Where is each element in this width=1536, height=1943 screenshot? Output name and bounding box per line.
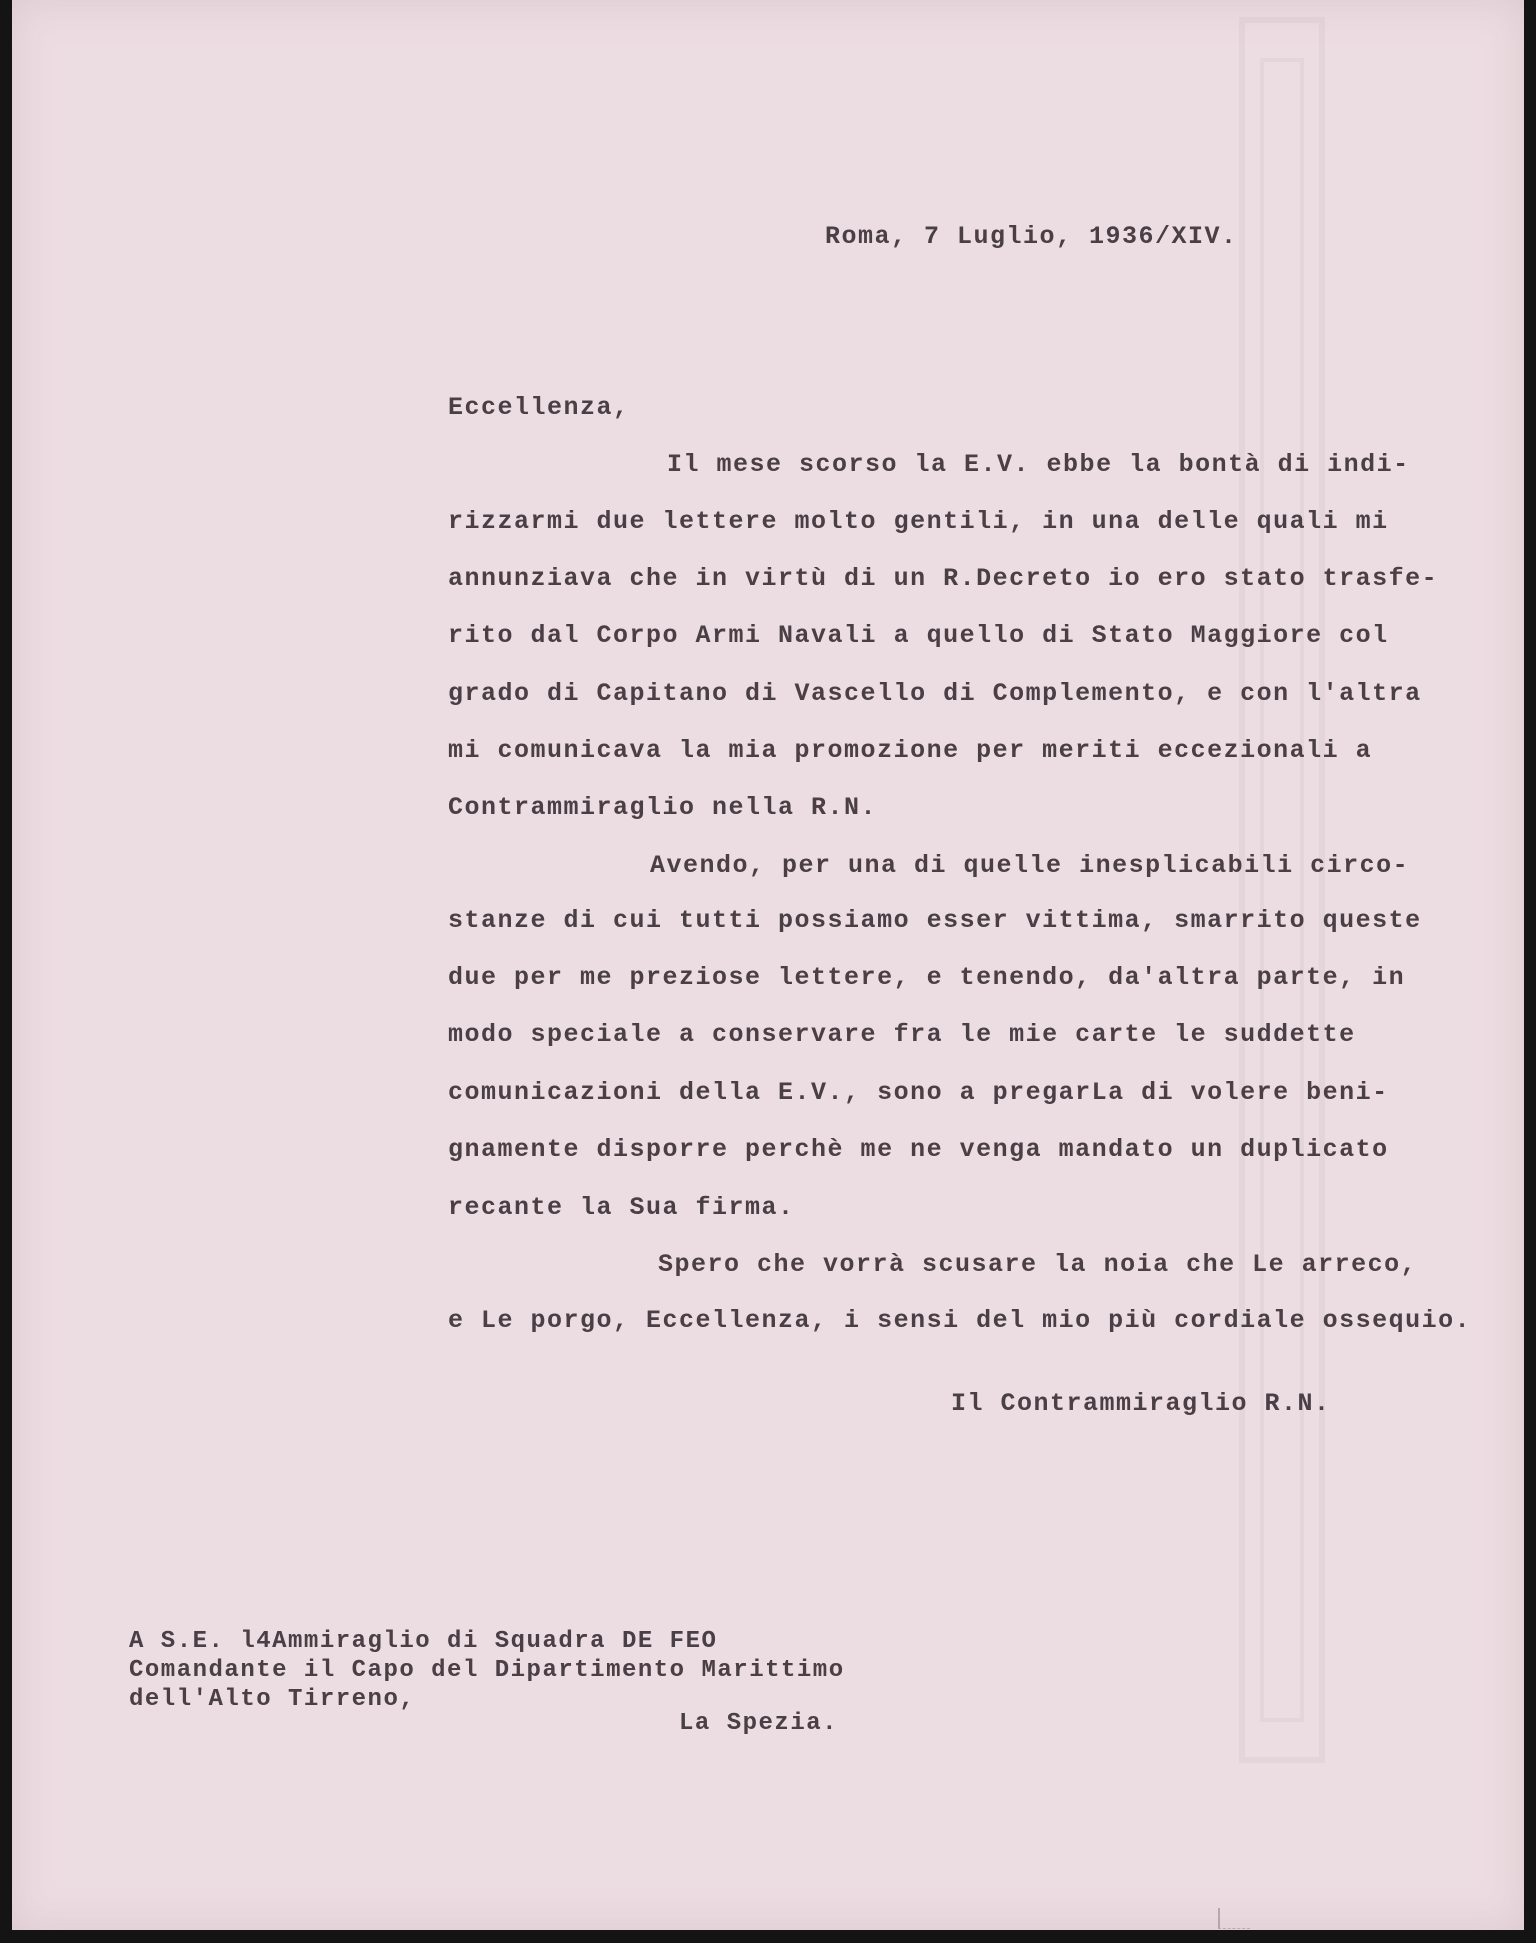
body-line: mi comunicava la mia promozione per meriti eccezionali a	[448, 736, 1373, 765]
body-line: Contrammiraglio nella R.N.	[448, 793, 878, 822]
body-line: Il mese scorso la E.V. ebbe la bontà di indi-	[667, 450, 1410, 479]
address-line: dell'Alto Tirreno,	[129, 1686, 416, 1713]
body-line: rito dal Corpo Armi Navali a quello di Stato Maggiore col	[448, 621, 1389, 650]
watermark-emblem	[1222, 0, 1342, 1780]
body-line: Avendo, per una di quelle inesplicabili circo-	[650, 851, 1410, 880]
body-line: recante la Sua firma.	[448, 1193, 795, 1222]
body-line: gnamente disporre perchè me ne venga mandato un duplicato	[448, 1135, 1389, 1164]
body-line: grado di Capitano di Vascello di Complemento, e con l'altra	[448, 679, 1422, 708]
letter-date: Roma, 7 Luglio, 1936/XIV.	[825, 222, 1238, 251]
letter-page	[12, 0, 1524, 1930]
address-line: A S.E. l4Ammiraglio di Squadra DE FEO	[129, 1628, 718, 1655]
body-line: due per me preziose lettere, e tenendo, da'altra parte, in	[448, 963, 1406, 992]
body-line: comunicazioni della E.V., sono a pregarLa di volere beni-	[448, 1078, 1389, 1107]
signature-line: Il Contrammiraglio R.N.	[951, 1389, 1331, 1418]
address-city: La Spezia.	[679, 1710, 839, 1737]
body-line: annunziava che in virtù di un R.Decreto io ero stato trasfe-	[448, 564, 1439, 593]
body-line: rizzarmi due lettere molto gentili, in una delle quali mi	[448, 507, 1389, 536]
letter-salutation: Eccellenza,	[448, 393, 630, 422]
scan-edge-mark	[1218, 1908, 1250, 1929]
body-line: Spero che vorrà scusare la noia che Le arreco,	[658, 1250, 1418, 1279]
body-line: modo speciale a conservare fra le mie carte le suddette	[448, 1020, 1356, 1049]
body-line: e Le porgo, Eccellenza, i sensi del mio più cordiale ossequio.	[448, 1306, 1472, 1335]
address-line: Comandante il Capo del Dipartimento Marittimo	[129, 1657, 845, 1684]
body-line: stanze di cui tutti possiamo esser vittima, smarrito queste	[448, 906, 1422, 935]
